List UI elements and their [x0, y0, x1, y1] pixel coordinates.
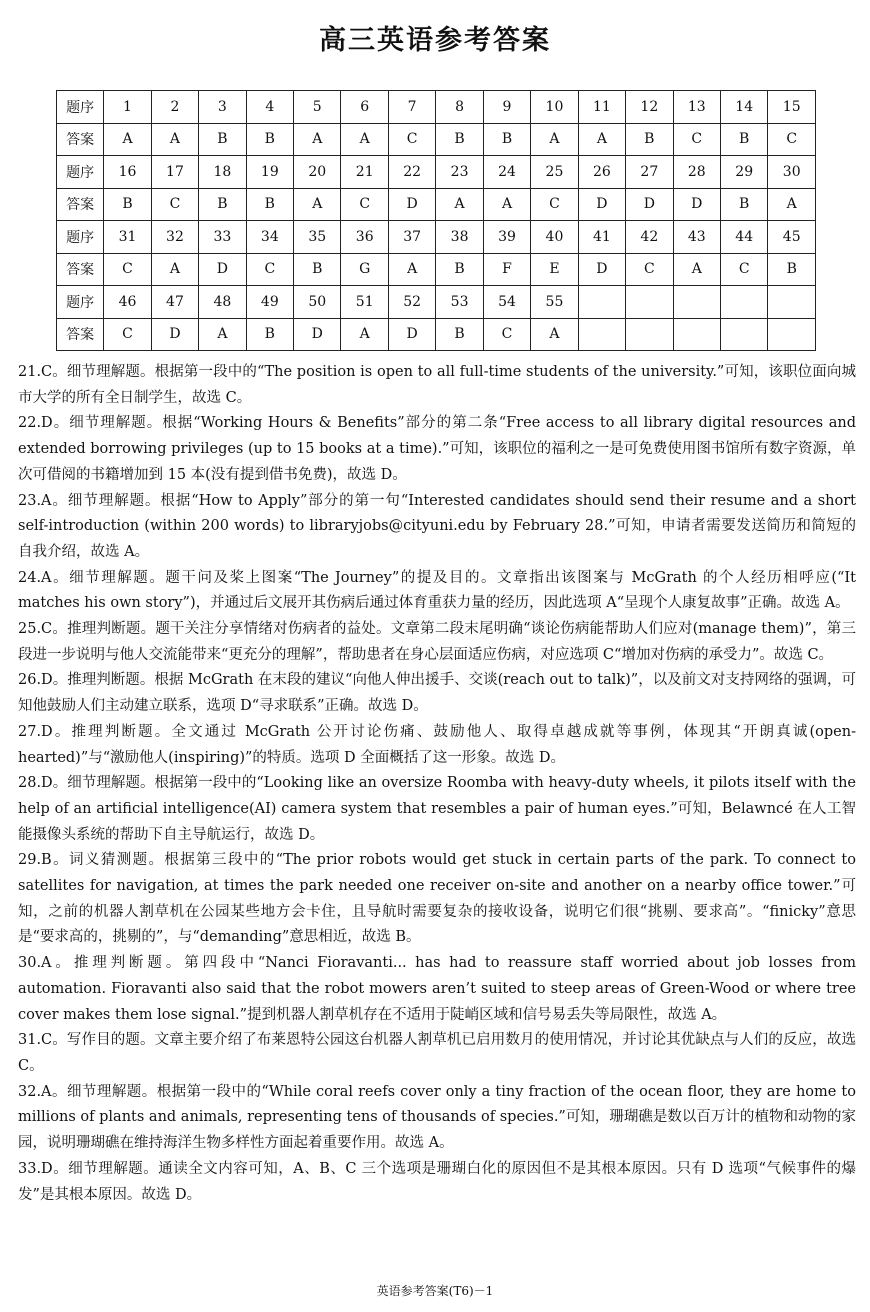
question-number-cell: 21: [341, 156, 388, 189]
answer-cell: A: [768, 188, 816, 221]
question-number-cell: 4: [246, 91, 293, 124]
question-number-cell: 49: [246, 286, 293, 319]
answer-cell: [768, 318, 816, 351]
question-number-row: [57, 91, 816, 124]
answer-cell: E: [531, 253, 578, 286]
answer-cell: C: [104, 253, 151, 286]
question-number-cell: 10: [531, 91, 578, 124]
question-number-cell: 3: [199, 91, 246, 124]
question-number-cell: 52: [388, 286, 435, 319]
row-label-answer: 答案: [57, 188, 104, 221]
question-number-cell: 26: [578, 156, 625, 189]
question-number-cell: 51: [341, 286, 388, 319]
row-label-answer: 答案: [57, 123, 104, 156]
question-number-row: [57, 286, 816, 319]
answer-cell: A: [294, 188, 341, 221]
answer-row: [57, 188, 816, 221]
answer-cell: B: [246, 188, 293, 221]
answer-cell: C: [483, 318, 530, 351]
explanation-item: 29.B。词义猜测题。根据第三段中的“The prior robots would get stuck in certain parts of the park. To connect to satellites for navigation, at times the park needed one receiver on-site and another on a nearby office tower.”可知，之前的机器人割草机在公园某些地方会卡住，且导航时需要复杂的接收设备，说明它们很“挑剔、要求高”。“finicky”意思是“要求高的，挑剔的”，与“demanding”意思相近，故选 B。: [18, 852, 856, 946]
question-number-cell: 43: [673, 221, 720, 254]
question-number-cell: 15: [768, 91, 816, 124]
answer-cell: [578, 318, 625, 351]
answer-cell: F: [483, 253, 530, 286]
answer-cell: A: [341, 123, 388, 156]
row-label-answer: 答案: [57, 318, 104, 351]
question-number-cell: 36: [341, 221, 388, 254]
explanation-item: 24.A。细节理解题。题干问及桨上图案“The Journey”的提及目的。文章指出该图案与 McGrath 的个人经历相呼应(“It matches his own story”)，并通过后文展开其伤病后通过体育重获力量的经历，因此选项 A“呈现个人康复故事”正确。故选 A。: [18, 569, 856, 612]
answer-cell: C: [341, 188, 388, 221]
question-number-cell: 29: [720, 156, 767, 189]
row-label-question: 题序: [57, 91, 104, 124]
question-number-cell: 5: [294, 91, 341, 124]
explanation-item: 21.C。细节理解题。根据第一段中的“The position is open to all full-time students of the university.”可知，该职位面向城市大学的所有全日制学生，故选 C。: [18, 364, 856, 406]
answer-cell: C: [626, 253, 673, 286]
row-label-question: 题序: [57, 156, 104, 189]
question-number-cell: 30: [768, 156, 816, 189]
answer-cell: [626, 318, 673, 351]
explanation-item: 33.D。细节理解题。通读全文内容可知，A、B、C 三个选项是珊瑚白化的原因但不是其根本原因。只有 D 选项“气候事件的爆发”是其根本原因。故选 D。: [18, 1160, 856, 1203]
answer-cell: A: [151, 123, 198, 156]
answer-cell: C: [388, 123, 435, 156]
answer-row: [57, 318, 816, 351]
answer-cell: B: [720, 188, 767, 221]
question-number-cell: 31: [104, 221, 151, 254]
question-number-cell: 25: [531, 156, 578, 189]
page-footer: 英语参考答案(T6)－1: [376, 1284, 494, 1298]
question-number-cell: 50: [294, 286, 341, 319]
question-number-cell: 32: [151, 221, 198, 254]
question-number-cell: 11: [578, 91, 625, 124]
question-number-cell: 8: [436, 91, 483, 124]
explanation-item: 28.D。细节理解题。根据第一段中的“Looking like an oversize Roomba with heavy-duty wheels, it pilots itself with the help of an artificial intelligence(AI) camera system that resembles a pair of human eyes.”可知，Belawncé 在人工智能摄像头系统的帮助下自主导航运行，故选 D。: [18, 775, 856, 843]
question-number-cell: 55: [531, 286, 578, 319]
answer-cell: A: [531, 123, 578, 156]
answer-cell: G: [341, 253, 388, 286]
answer-table: [56, 90, 816, 351]
answer-cell: B: [720, 123, 767, 156]
answer-cell: D: [294, 318, 341, 351]
question-number-cell: 24: [483, 156, 530, 189]
question-number-cell: [578, 286, 625, 319]
answer-cell: D: [388, 318, 435, 351]
answer-row: [57, 253, 816, 286]
question-number-cell: 14: [720, 91, 767, 124]
question-number-cell: 54: [483, 286, 530, 319]
question-number-cell: 46: [104, 286, 151, 319]
question-number-cell: 9: [483, 91, 530, 124]
explanations-list: [18, 360, 856, 1208]
question-number-cell: 13: [673, 91, 720, 124]
question-number-cell: 18: [199, 156, 246, 189]
answer-cell: D: [673, 188, 720, 221]
question-number-cell: 12: [626, 91, 673, 124]
answer-cell: A: [341, 318, 388, 351]
question-number-cell: 7: [388, 91, 435, 124]
question-number-cell: [673, 286, 720, 319]
answer-cell: A: [151, 253, 198, 286]
answer-cell: D: [151, 318, 198, 351]
explanation-item: 31.C。写作目的题。文章主要介绍了布莱恩特公园这台机器人割草机已启用数月的使用情况，并讨论其优缺点与人们的反应，故选 C。: [18, 1032, 856, 1074]
question-number-cell: [626, 286, 673, 319]
page-title: 高三英语参考答案: [319, 25, 551, 56]
question-number-cell: 16: [104, 156, 151, 189]
answer-cell: A: [388, 253, 435, 286]
answer-cell: B: [246, 123, 293, 156]
question-number-cell: 48: [199, 286, 246, 319]
question-number-cell: 6: [341, 91, 388, 124]
answer-cell: D: [199, 253, 246, 286]
answer-cell: A: [104, 123, 151, 156]
answer-cell: A: [294, 123, 341, 156]
answer-cell: A: [673, 253, 720, 286]
answer-cell: B: [104, 188, 151, 221]
row-label-question: 题序: [57, 221, 104, 254]
question-number-cell: 22: [388, 156, 435, 189]
answer-cell: C: [768, 123, 816, 156]
answer-cell: B: [768, 253, 816, 286]
explanation-item: 30.A。推理判断题。第四段中“Nanci Fioravanti... has had to reassure staff worried about job losses from automation. Fioravanti also said that the robot mowers aren’t suited to steep areas of Green-Wood or where tree cover makes them lose signal.”提到机器人割草机存在不适用于陡峭区域和信号易丢失等局限性，故选 A。: [18, 955, 856, 1023]
answer-cell: C: [720, 253, 767, 286]
answer-cell: B: [483, 123, 530, 156]
explanation-item: 32.A。细节理解题。根据第一段中的“While coral reefs cover only a tiny fraction of the ocean floor, they are home to millions of plants and animals, representing tens of thousands of species.”可知，珊瑚礁是数以百万计的植物和动物的家园，说明珊瑚礁在维持海洋生物多样性方面起着重要作用。故选 A。: [18, 1083, 856, 1152]
question-number-cell: 39: [483, 221, 530, 254]
answer-cell: A: [436, 188, 483, 221]
answer-cell: B: [199, 188, 246, 221]
question-number-cell: 34: [246, 221, 293, 254]
answer-cell: D: [578, 188, 625, 221]
question-number-cell: 1: [104, 91, 151, 124]
answer-cell: A: [199, 318, 246, 351]
question-number-cell: 35: [294, 221, 341, 254]
question-number-cell: 33: [199, 221, 246, 254]
answer-cell: D: [388, 188, 435, 221]
question-number-cell: 20: [294, 156, 341, 189]
answer-cell: B: [436, 318, 483, 351]
answer-cell: B: [436, 253, 483, 286]
explanation-item: 22.D。细节理解题。根据“Working Hours & Benefits”部分的第二条“Free access to all library digital resources and extended borrowing privileges (up to 15 books at a time).”可知，该职位的福利之一是可免费使用图书馆所有数字资源，单次可借阅的书籍增加到 15 本(没有提到借书免费)，故选 D。: [18, 415, 856, 483]
question-number-cell: [720, 286, 767, 319]
question-number-cell: 40: [531, 221, 578, 254]
answer-cell: C: [104, 318, 151, 351]
answer-cell: B: [199, 123, 246, 156]
question-number-cell: 38: [436, 221, 483, 254]
answer-cell: C: [673, 123, 720, 156]
explanation-item: 23.A。细节理解题。根据“How to Apply”部分的第一句“Interested candidates should send their resume and a short self-introduction (within 200 words) to libraryjobs@cityuni.edu by February 28.”可知，申请者需要发送简历和简短的自我介绍，故选 A。: [18, 492, 856, 560]
answer-cell: C: [531, 188, 578, 221]
row-label-answer: 答案: [57, 253, 104, 286]
question-number-cell: 47: [151, 286, 198, 319]
question-number-row: [57, 156, 816, 189]
answer-cell: D: [578, 253, 625, 286]
answer-cell: C: [151, 188, 198, 221]
answer-cell: B: [626, 123, 673, 156]
answer-cell: [673, 318, 720, 351]
answer-row: [57, 123, 816, 156]
question-number-cell: 17: [151, 156, 198, 189]
answer-cell: D: [626, 188, 673, 221]
question-number-row: [57, 221, 816, 254]
answer-cell: A: [578, 123, 625, 156]
explanation-item: 25.C。推理判断题。题干关注分享情绪对伤病者的益处。文章第二段末尾明确“谈论伤病能帮助人们应对(manage them)”，第三段进一步说明与他人交流能带来“更充分的理解”，帮助患者在身心层面适应伤病，对应选项 C“增加对伤病的承受力”。故选 C。: [18, 621, 856, 663]
question-number-cell: 53: [436, 286, 483, 319]
explanation-item: 26.D。推理判断题。根据 McGrath 在末段的建议“向他人伸出援手、交谈(reach out to talk)”，以及前文对支持网络的强调，可知他鼓励人们主动建立联系，选项 D“寻求联系”正确。故选 D。: [18, 672, 856, 715]
row-label-question: 题序: [57, 286, 104, 319]
question-number-cell: 19: [246, 156, 293, 189]
question-number-cell: 28: [673, 156, 720, 189]
answer-cell: [720, 318, 767, 351]
answer-cell: C: [246, 253, 293, 286]
question-number-cell: 27: [626, 156, 673, 189]
explanation-item: 27.D。推理判断题。全文通过 McGrath 公开讨论伤痛、鼓励他人、取得卓越成就等事例，体现其“开朗真诚(open-hearted)”与“激励他人(inspiring)”的特质。选项 D 全面概括了这一形象。故选 D。: [18, 723, 856, 766]
answer-cell: B: [246, 318, 293, 351]
question-number-cell: 2: [151, 91, 198, 124]
question-number-cell: 45: [768, 221, 816, 254]
question-number-cell: 23: [436, 156, 483, 189]
question-number-cell: 41: [578, 221, 625, 254]
answer-cell: A: [483, 188, 530, 221]
question-number-cell: 37: [388, 221, 435, 254]
question-number-cell: 42: [626, 221, 673, 254]
answer-cell: B: [436, 123, 483, 156]
answer-cell: B: [294, 253, 341, 286]
question-number-cell: [768, 286, 816, 319]
answer-cell: A: [531, 318, 578, 351]
question-number-cell: 44: [720, 221, 767, 254]
